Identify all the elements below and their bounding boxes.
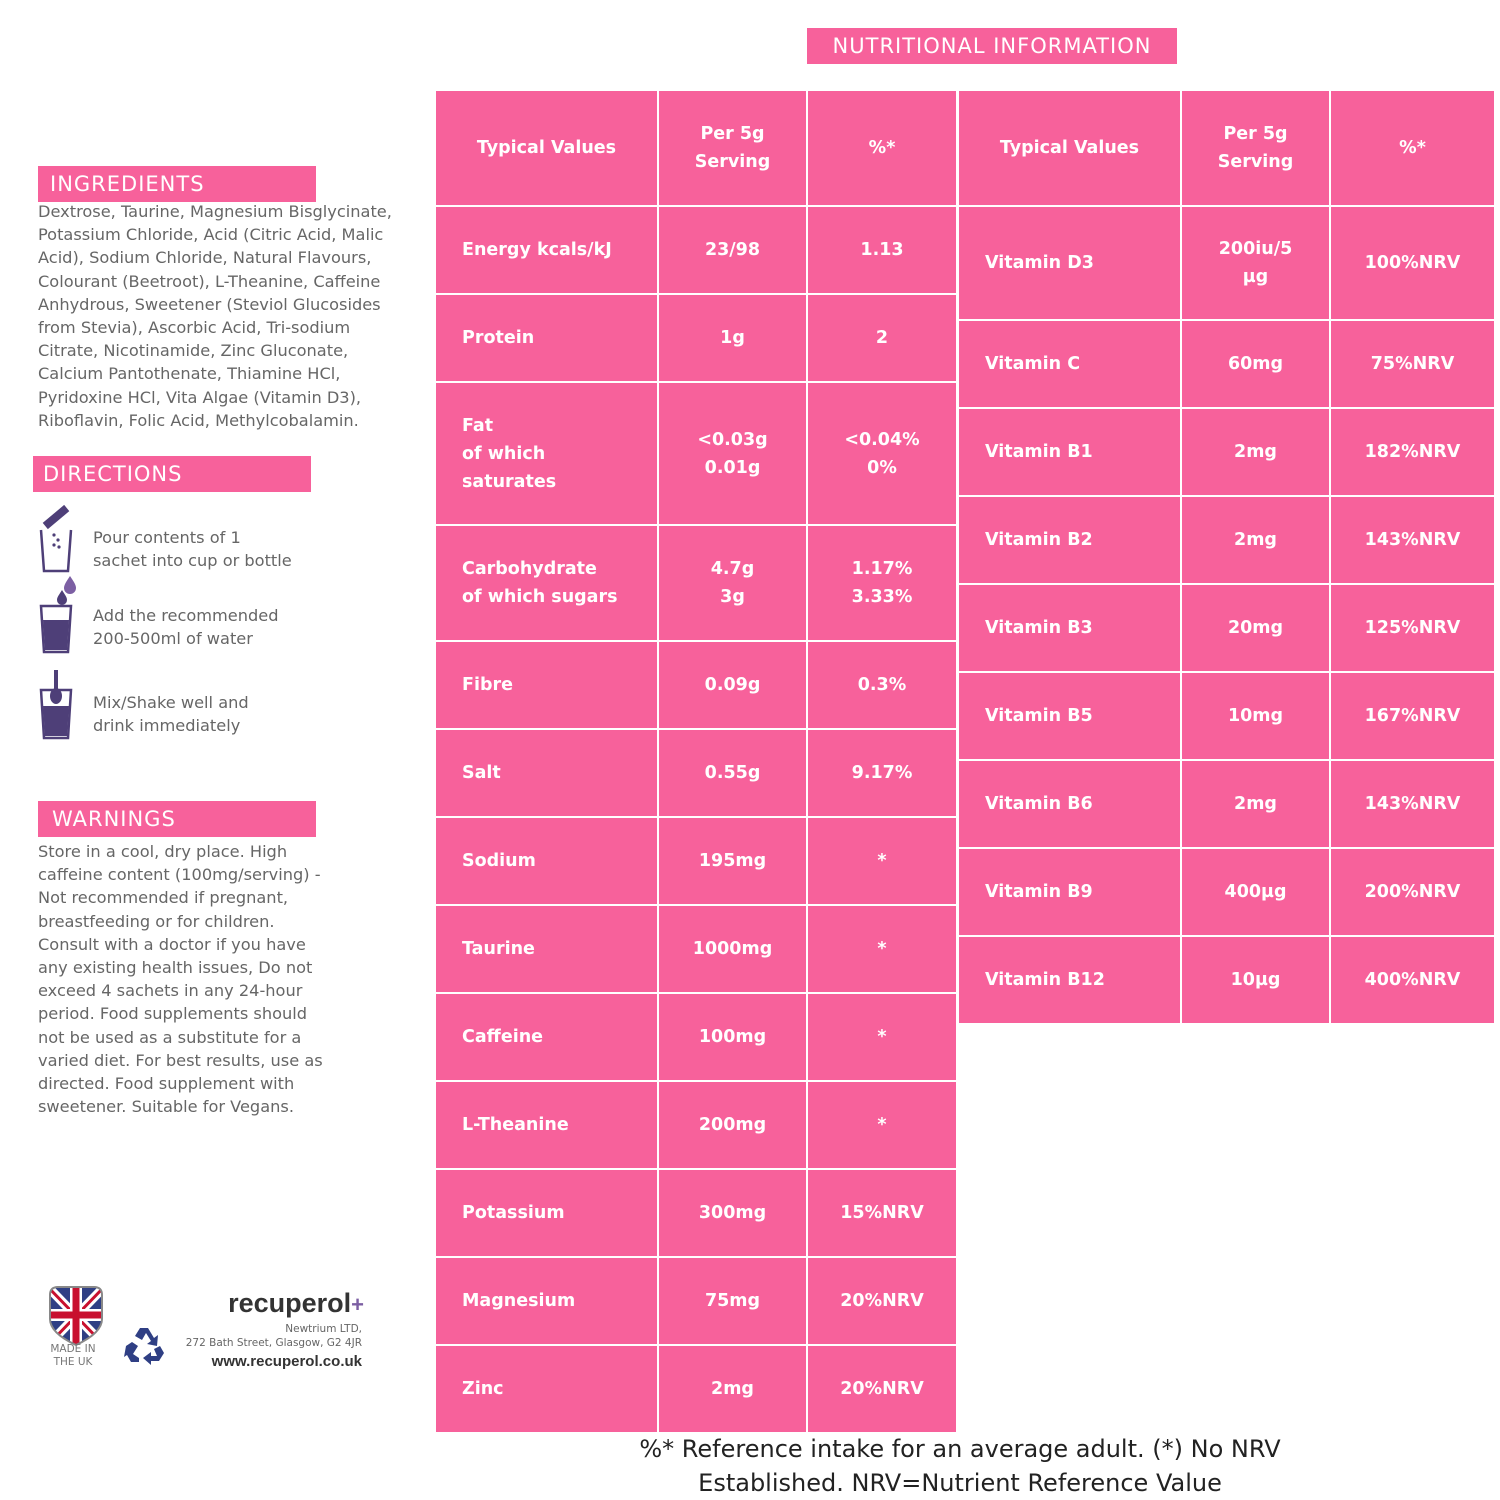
row-serving-line: <0.03g <box>697 429 768 450</box>
table-row <box>958 936 1495 1024</box>
table-row <box>958 584 1495 672</box>
row-percent-line: 1.17% <box>851 559 913 579</box>
row-percent: 9.17% <box>807 729 957 817</box>
row-serving: 200mg <box>658 1081 807 1169</box>
table-row <box>435 817 957 905</box>
row-percent: 20%NRV <box>807 1345 957 1433</box>
row-name: Taurine <box>435 905 658 993</box>
row-name-line: Fat <box>462 415 494 436</box>
table-row <box>958 496 1495 584</box>
table-row <box>435 294 957 382</box>
row-name: Vitamin B6 <box>958 760 1181 848</box>
table-row <box>435 729 957 817</box>
reference-footnote: %* Reference intake for an average adult. (*) No NRV Established. NRV=Nutrient Reference Value <box>639 1435 1281 1497</box>
made-in-uk-label: MADE IN THE UK <box>50 1343 96 1368</box>
table-row <box>435 1081 957 1169</box>
row-serving: 2mg <box>658 1345 807 1433</box>
header-percent: %* <box>1330 90 1495 206</box>
row-serving: 2mg <box>1181 760 1330 848</box>
row-serving: 0.55g <box>658 729 807 817</box>
table-header-row <box>958 90 1495 206</box>
direction-step-mix <box>36 670 326 740</box>
row-serving: 10mg <box>1181 672 1330 760</box>
header-percent: %* <box>807 90 957 206</box>
direction-step-pour <box>36 497 326 570</box>
direction-step-pour-line1: Pour contents of 1 <box>93 528 241 547</box>
row-name: Protein <box>435 294 658 382</box>
company-address: 272 Bath Street, Glasgow, G2 4JR <box>185 1337 362 1349</box>
row-name: Vitamin B1 <box>958 408 1181 496</box>
row-name: Vitamin C <box>958 320 1181 408</box>
table-row <box>958 672 1495 760</box>
row-percent: * <box>807 1081 957 1169</box>
row-percent-line: 3.33% <box>851 587 913 607</box>
row-name-line: Carbohydrate <box>462 559 597 579</box>
row-serving: 1000mg <box>658 905 807 993</box>
row-name: Vitamin B5 <box>958 672 1181 760</box>
sachet-pour-icon <box>36 497 96 575</box>
row-percent: 400%NRV <box>1330 936 1495 1024</box>
direction-step-water-line1: Add the recommended <box>93 606 279 625</box>
row-serving: 20mg <box>1181 584 1330 672</box>
nutritional-information-heading: NUTRITIONAL INFORMATION <box>807 28 1177 64</box>
table-row <box>958 408 1495 496</box>
row-name: Salt <box>435 729 658 817</box>
row-serving: 1g <box>658 294 807 382</box>
row-name: Potassium <box>435 1169 658 1257</box>
warnings-heading: WARNINGS <box>38 801 316 837</box>
table-row <box>435 525 957 641</box>
table-row <box>958 848 1495 936</box>
warnings-text: Store in a cool, dry place. High caffeine content (100mg/serving) - Not recommended if pregnant, breastfeeding or for children. Consult with a doctor if you have any existing health issues, Do not exceed 4 sachets in any 24-hour period. Food supplements should not be used as a substitute for a varied diet. For best results, use as directed. Food supplement with sweetener. Suitable for Vegans. <box>38 842 323 1117</box>
direction-step-water <box>36 576 326 646</box>
row-percent: 200%NRV <box>1330 848 1495 936</box>
header-typical-values: Typical Values <box>435 90 658 206</box>
direction-step-mix-line2: drink immediately <box>93 716 241 735</box>
row-name: Sodium <box>435 817 658 905</box>
row-name: Caffeine <box>435 993 658 1081</box>
row-name-line: of which sugars <box>462 587 618 607</box>
row-name <box>435 382 658 525</box>
brand-logo <box>186 1287 364 1321</box>
row-name-line: saturates <box>462 471 557 492</box>
table-row <box>435 1257 957 1345</box>
row-percent: * <box>807 817 957 905</box>
table-row <box>435 206 957 294</box>
table-row <box>435 382 957 525</box>
recycle-icon <box>124 1322 168 1366</box>
row-percent: 167%NRV <box>1330 672 1495 760</box>
row-serving: 400µg <box>1181 848 1330 936</box>
row-name: Energy kcals/kJ <box>435 206 658 294</box>
brand-plus-mark: + <box>351 1292 364 1317</box>
table-row <box>435 1345 957 1433</box>
row-name: Vitamin B3 <box>958 584 1181 672</box>
row-serving-line: 0.01g <box>704 457 761 478</box>
row-serving: 75mg <box>658 1257 807 1345</box>
row-serving: 10µg <box>1181 936 1330 1024</box>
table-header-row <box>435 90 957 206</box>
row-percent <box>807 525 957 641</box>
row-percent: 125%NRV <box>1330 584 1495 672</box>
row-percent: 15%NRV <box>807 1169 957 1257</box>
row-percent: 143%NRV <box>1330 496 1495 584</box>
row-percent: 143%NRV <box>1330 760 1495 848</box>
row-name: Vitamin B12 <box>958 936 1181 1024</box>
row-serving: 2mg <box>1181 496 1330 584</box>
table-row <box>958 760 1495 848</box>
row-serving: 60mg <box>1181 320 1330 408</box>
row-serving-line: 3g <box>720 587 745 607</box>
nutrition-table-main <box>434 89 958 1434</box>
row-serving: 100mg <box>658 993 807 1081</box>
row-serving <box>658 382 807 525</box>
row-name-line: of which <box>462 443 546 464</box>
row-serving: 23/98 <box>658 206 807 294</box>
ingredients-heading: INGREDIENTS <box>38 166 316 202</box>
table-row <box>435 641 957 729</box>
table-row <box>435 905 957 993</box>
direction-step-water-line2: 200-500ml of water <box>93 629 253 648</box>
row-percent <box>807 382 957 525</box>
header-typical-values: Typical Values <box>958 90 1181 206</box>
row-name: Zinc <box>435 1345 658 1433</box>
row-serving-line: 4.7g <box>710 559 755 579</box>
row-percent: 100%NRV <box>1330 206 1495 320</box>
table-row <box>435 993 957 1081</box>
row-percent: 0.3% <box>807 641 957 729</box>
row-serving <box>658 525 807 641</box>
row-percent: 1.13 <box>807 206 957 294</box>
row-serving: 200iu/5 µg <box>1181 206 1330 320</box>
website-link[interactable]: www.recuperol.co.uk <box>211 1353 362 1370</box>
row-name: Vitamin D3 <box>958 206 1181 320</box>
company-name: Newtrium LTD, <box>285 1323 362 1335</box>
row-name: Vitamin B2 <box>958 496 1181 584</box>
table-row <box>435 1169 957 1257</box>
row-percent: 75%NRV <box>1330 320 1495 408</box>
row-serving: 0.09g <box>658 641 807 729</box>
row-percent: * <box>807 905 957 993</box>
row-percent: 2 <box>807 294 957 382</box>
row-percent: 20%NRV <box>807 1257 957 1345</box>
table-row <box>958 206 1495 320</box>
row-name: Vitamin B9 <box>958 848 1181 936</box>
header-per-serving: Per 5g Serving <box>1181 90 1330 206</box>
direction-step-mix-line1: Mix/Shake well and <box>93 693 249 712</box>
row-name: Magnesium <box>435 1257 658 1345</box>
nutrition-table-vitamins <box>957 89 1496 1025</box>
ingredients-text: Dextrose, Taurine, Magnesium Bisglycinate, Potassium Chloride, Acid (Citric Acid, Malic Acid), Sodium Chloride, Natural Flavours, Colourant (Beetroot), L-Theanine, Caffeine Anhydrous, Sweetener (Steviol Glucosides from Stevia), Ascorbic Acid, Tri-sodium Citrate, Nicotinamide, Zinc Gluconate, Calcium Pantothenate, Thiamine HCl, Pyridoxine HCl, Vita Algae (Vitamin D3), Riboflavin, Folic Acid, Methylcobalamin. <box>38 202 392 430</box>
header-per-serving: Per 5g Serving <box>658 90 807 206</box>
brand-name: recuperol <box>228 1288 352 1318</box>
directions-heading: DIRECTIONS <box>33 456 311 492</box>
direction-step-pour-line2: sachet into cup or bottle <box>93 551 292 570</box>
water-cup-icon <box>36 576 96 658</box>
table-row <box>958 320 1495 408</box>
row-name: L-Theanine <box>435 1081 658 1169</box>
row-percent-line: <0.04% <box>844 429 920 450</box>
row-percent: * <box>807 993 957 1081</box>
row-percent-line: 0% <box>867 457 897 478</box>
row-name <box>435 525 658 641</box>
row-serving: 195mg <box>658 817 807 905</box>
row-serving: 300mg <box>658 1169 807 1257</box>
row-serving: 2mg <box>1181 408 1330 496</box>
row-name: Fibre <box>435 641 658 729</box>
row-percent: 182%NRV <box>1330 408 1495 496</box>
stir-cup-icon <box>36 670 96 742</box>
